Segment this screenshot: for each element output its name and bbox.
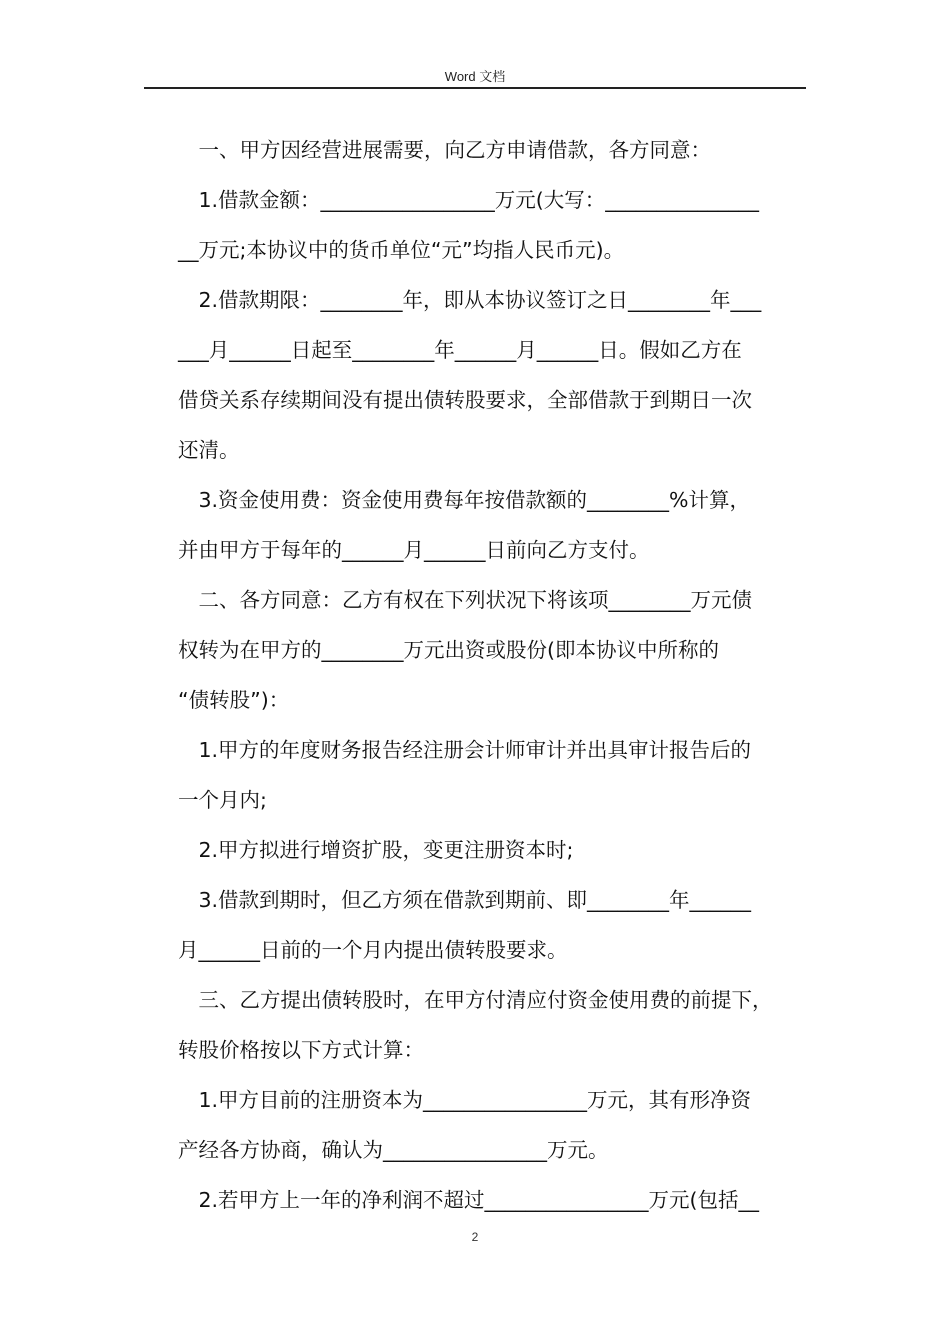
text-line: 二、各方同意：乙方有权在下列状况下将该项________万元债 — [178, 588, 752, 612]
page-header: Word 文档 — [444, 69, 506, 84]
text-line: 2.若甲方上一年的净利润不超过________________万元(包括__ — [178, 1188, 760, 1212]
text-line: 2.借款期限：________年，即从本协议签订之日________年___ — [178, 288, 762, 312]
text-line: ___月______日起至________年______月______日。假如乙方在 — [178, 338, 742, 362]
text-line: 3.资金使用费：资金使用费每年按借款额的________%计算， — [178, 488, 751, 512]
text-line: 产经各方协商，确认为________________万元。 — [178, 1138, 609, 1162]
text-line: 三、乙方提出债转股时，在甲方付清应付资金使用费的前提下， — [178, 988, 773, 1012]
text-line: 借贷关系存续期间没有提出债转股要求，全部借款于到期日一次 — [178, 388, 752, 412]
text-line: 权转为在甲方的________万元出资或股份(即本协议中所称的 — [178, 638, 719, 662]
text-line: 转股价格按以下方式计算： — [178, 1038, 424, 1062]
text-line: “债转股”)： — [178, 688, 290, 712]
text-line: 还清。 — [178, 438, 240, 462]
text-line: 3.借款到期时，但乙方须在借款到期前、即________年______ — [178, 888, 752, 912]
text-line: __万元;本协议中的货币单位“元”均指人民币元)。 — [178, 238, 625, 262]
text-line: 月______日前的一个月内提出债转股要求。 — [178, 938, 568, 962]
text-line: 一个月内; — [178, 788, 267, 812]
text-line: 1.甲方的年度财务报告经注册会计师审计并出具审计报告后的 — [178, 738, 752, 762]
header-divider — [144, 87, 806, 89]
text-line: 并由甲方于每年的______月______日前向乙方支付。 — [178, 538, 650, 562]
text-line: 1.甲方目前的注册资本为________________万元，其有形净资 — [178, 1088, 752, 1112]
text-line: 2.甲方拟进行增资扩股，变更注册资本时; — [178, 838, 574, 862]
text-line: 一、甲方因经营进展需要，向乙方申请借款，各方同意： — [178, 138, 711, 162]
page-number: 2 — [471, 1230, 479, 1244]
text-line: 1.借款金额：_________________万元(大写：_______________ — [178, 188, 760, 212]
